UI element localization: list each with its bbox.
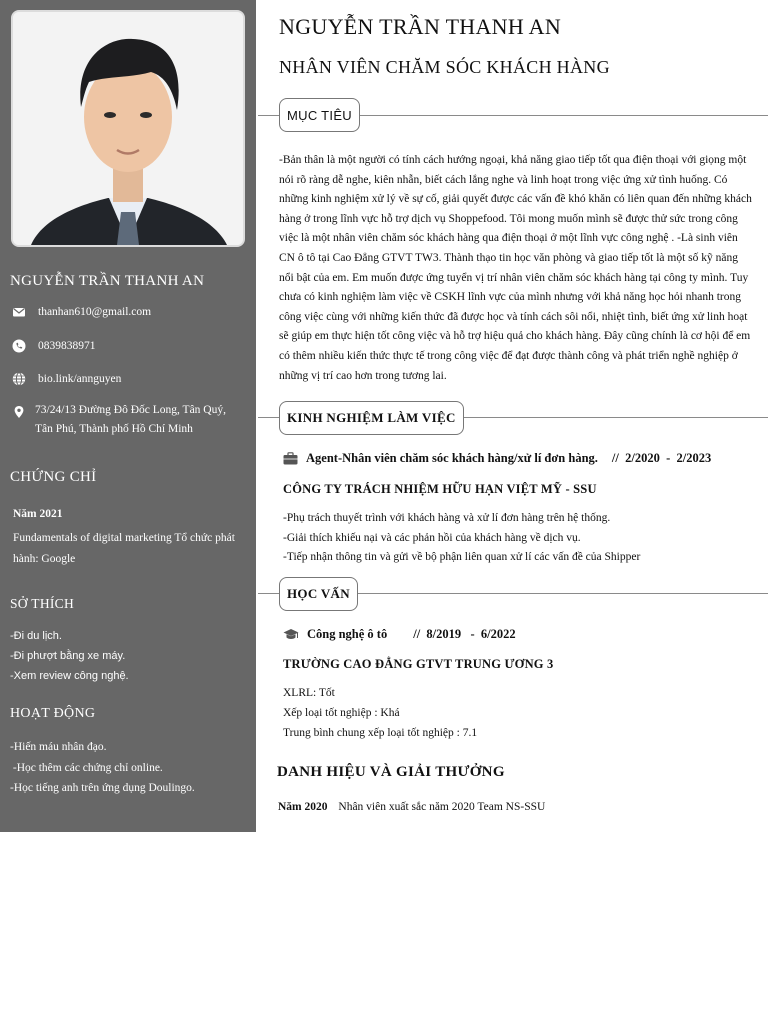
website-row[interactable]: [12, 370, 121, 389]
objective-line: những vị trí cao hơn trong tương lai.: [279, 369, 447, 382]
activity-item: -Hiến máu nhân đạo.: [10, 741, 107, 753]
email-row[interactable]: [12, 303, 151, 322]
hobby-item: -Đi phượt bằng xe máy.: [10, 650, 126, 662]
objective-line: hàng ở trong lĩnh vực hỗ trợ dịch vụ Shoppefood. Tôi mong muốn mình sẽ được thử sức trong công: [279, 212, 738, 225]
award-text: Nhân viên xuất sắc năm 2020 Team NS-SSU: [338, 801, 546, 813]
objective-line: chưa có kinh nghiệm làm việc về CSKH lĩnh vực của mình nhưng với khả năng học hỏi nhanh trong: [279, 291, 742, 304]
location-pin-icon: [12, 405, 26, 419]
school-name: TRƯỜNG CAO ĐẲNG GTVT TRUNG ƯƠNG 3: [283, 657, 554, 671]
address-line-1: 73/24/13 Đường Đô Đốc Long, Tân Quý,: [35, 404, 226, 416]
education-heading: HỌC VẤN: [279, 577, 358, 611]
activity-item: -Học tiếng anh trên ứng dụng Doulingo.: [10, 782, 195, 794]
envelope-icon: [12, 305, 26, 319]
duty-item: -Giải thích khiếu nại và các phản hồi của khách hàng về dịch vụ.: [283, 531, 581, 544]
education-details: [283, 684, 477, 743]
sidebar-name: NGUYỄN TRẦN THANH AN: [10, 273, 205, 289]
education-row: [283, 627, 516, 642]
phone-icon: [12, 339, 26, 353]
certificate-line-2: hành: Google: [13, 553, 76, 565]
objective-line: việc là một nhân viên chăm sóc khách hàng qua điện thoại ở một lĩnh vực công nghệ . -Là sinh viên: [279, 232, 738, 245]
phone-row[interactable]: [12, 337, 96, 356]
hobbies-heading: SỞ THÍCH: [10, 596, 75, 611]
objective-line: CN ô tô tại Cao Đẳng GTVT TW3. Thành thạo tin học văn phòng và giao tiếp tốt là một số kỹ năng: [279, 251, 738, 264]
company-name: CÔNG TY TRÁCH NHIỆM HỮU HẠN VIỆT MỸ - SSU: [283, 482, 597, 496]
education-major: Công nghệ ô tô: [307, 627, 388, 641]
objective-line: nổi bật của em. Em muốn được ứng tuyển vị trí nhân viên chăm sóc khách hàng tại công ty mình. Tuy: [279, 271, 749, 284]
briefcase-icon: [283, 452, 298, 465]
address-line-2: Tân Phú, Thành phố Hồ Chí Minh: [35, 423, 193, 435]
candidate-name: NGUYỄN TRẦN THANH AN: [279, 14, 562, 39]
objective-text: [279, 151, 758, 386]
certificates-heading: CHỨNG CHỈ: [10, 469, 97, 485]
candidate-role: NHÂN VIÊN CHĂM SÓC KHÁCH HÀNG: [279, 57, 610, 77]
hobby-item: -Xem review công nghệ.: [10, 670, 129, 682]
activity-item: -Học thêm các chứng chỉ online.: [10, 761, 163, 774]
objective-line: nói rõ ràng dễ nghe, kiên nhẫn, biết cách lắng nghe và linh hoạt trong việc ứng xử tình huống. Có: [279, 173, 728, 186]
hobby-item: -Đi du lịch.: [10, 630, 62, 642]
certificate-description: [13, 528, 235, 570]
sidebar: [0, 0, 256, 832]
job-period: // 2/2020 - 2/2023: [611, 451, 712, 465]
activities-heading: HOẠT ĐỘNG: [10, 706, 96, 721]
profile-photo: [11, 10, 245, 247]
certificate-year: Năm 2021: [13, 508, 63, 520]
objective-line: -Bản thân là một người có tính cách hướng ngoại, khả năng giao tiếp tốt qua điện thoại với giọng một: [279, 154, 747, 166]
certificate-line-1: Fundamentals of digital marketing Tổ chức phát: [13, 532, 235, 544]
job-title-row: [283, 451, 711, 466]
hobbies-list: [10, 626, 129, 686]
duty-item: -Tiếp nhận thông tin và gửi về bộ phận liên quan xử lí các vấn đề của Shipper: [283, 551, 641, 563]
objective-line: có thêm nhiều kiến thức thực tế trong công việc để đạt được thành công và phát triển nghề nghiệp ở: [279, 349, 738, 362]
globe-icon: [12, 372, 26, 386]
objective-heading: MỤC TIÊU: [279, 98, 360, 132]
graduation-cap-icon: [283, 628, 299, 641]
phone-text[interactable]: 0839838971: [38, 340, 96, 352]
objective-line: những kinh nghiệm xử lý về sự cố, giải quyết được các vấn đề khó khăn có liên quan đến những khách: [279, 193, 752, 206]
duty-item: -Phụ trách thuyết trình với khách hàng và xử lí đơn hàng trên hệ thống.: [283, 512, 611, 524]
education-detail: XLRL: Tốt: [283, 687, 335, 699]
education-detail: Xếp loại tốt nghiệp : Khá: [283, 706, 400, 719]
job-title: Agent-Nhân viên chăm sóc khách hàng/xử lí đơn hàng.: [306, 451, 598, 465]
education-period: // 8/2019 - 6/2022: [413, 627, 516, 641]
award-year: Năm 2020: [278, 801, 328, 813]
job-duties: [283, 509, 640, 568]
website-text[interactable]: bio.link/annguyen: [38, 373, 122, 385]
experience-heading: KINH NGHIỆM LÀM VIỆC: [279, 401, 464, 435]
awards-heading: DANH HIỆU VÀ GIẢI THƯỞNG: [277, 764, 505, 780]
email-text[interactable]: thanhan610@gmail.com: [38, 306, 152, 318]
objective-line: sẽ giúp em thực hiện tốt công việc và hỗ trợ hiệu quả cho khách hàng. Đây cũng chính là cơ hội để em: [279, 330, 751, 343]
objective-line: công việc cùng với những kiến thức đã được học và tính cách sôi nổi, nhiệt tình, biết ứng xử linh hoạt: [279, 310, 748, 323]
address-row: [12, 401, 226, 439]
activities-list: [10, 737, 195, 799]
award-row: [278, 801, 545, 813]
education-detail: Trung bình chung xếp loại tốt nghiệp : 7.1: [283, 726, 478, 739]
portrait-image: [13, 12, 243, 245]
